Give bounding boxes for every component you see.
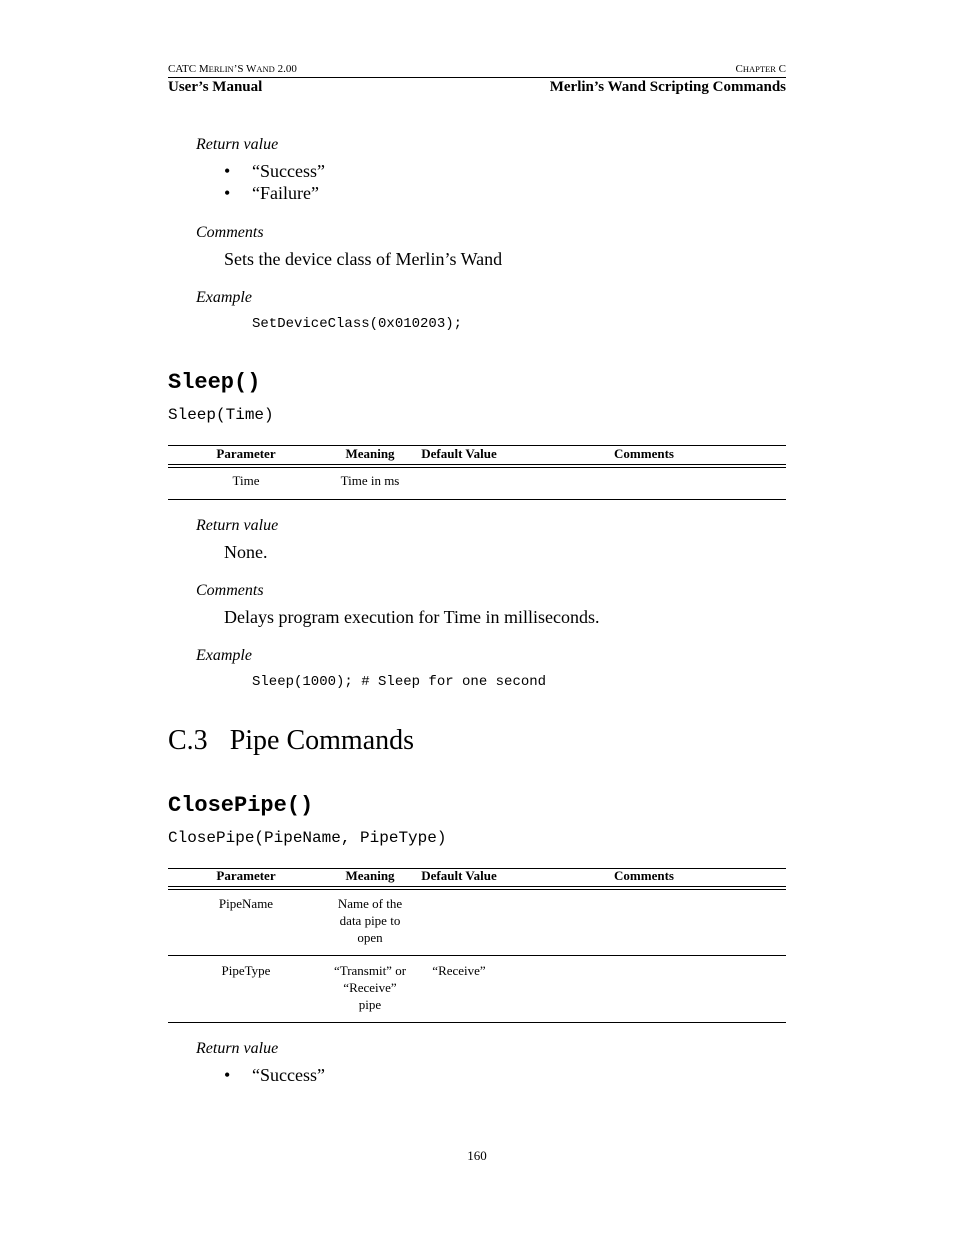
table-header-rule — [168, 467, 786, 468]
table-cell-meaning: Time in ms — [340, 473, 400, 488]
function-heading: Sleep() — [168, 370, 261, 395]
return-value-text: None. — [224, 542, 268, 562]
table-bottom-rule — [168, 1022, 786, 1023]
example-code: Sleep(1000); # Sleep for one second — [252, 674, 547, 690]
meaning-line: data pipe to — [339, 913, 401, 928]
table-header-default: Default Value — [421, 446, 497, 461]
example-label: Example — [196, 289, 252, 306]
return-value-label: Return value — [196, 1040, 279, 1057]
table-header-default: Default Value — [421, 868, 497, 883]
meaning-line: pipe — [358, 997, 382, 1012]
table-cell-parameter: PipeName — [218, 896, 274, 911]
list-item: • “Success” — [224, 161, 325, 181]
example-label: Example — [196, 647, 252, 664]
table-cell-meaning — [322, 962, 418, 1013]
table-header-comments: Comments — [614, 446, 674, 461]
table-header-rule — [168, 889, 786, 890]
comments-label: Comments — [196, 582, 264, 599]
header-rule — [168, 77, 786, 78]
list-item: • “Success” — [224, 1065, 325, 1085]
section-title: Pipe Commands — [229, 725, 415, 756]
meaning-line: open — [357, 930, 383, 945]
function-signature: ClosePipe(PipeName, PipeType) — [168, 829, 447, 847]
comments-text: Delays program execution for Time in milliseconds. — [224, 607, 600, 627]
header-chapter: CHAPTER C — [735, 63, 786, 75]
header-users-manual: User’s Manual — [168, 79, 263, 95]
table-cell-meaning — [322, 895, 418, 946]
meaning-line: “Receive” — [343, 980, 397, 995]
comments-text: Sets the device class of Merlin’s Wand — [224, 249, 503, 269]
header-manual-version: CATC MERLIN’S WAND 2.00 — [168, 63, 297, 75]
header-chapter-title: Merlin’s Wand Scripting Commands — [549, 79, 786, 95]
table-header-meaning: Meaning — [345, 446, 395, 461]
comments-label: Comments — [196, 224, 264, 241]
table-header-comments: Comments — [614, 868, 674, 883]
section-heading — [168, 725, 414, 757]
example-code: SetDeviceClass(0x010203); — [252, 316, 463, 332]
table-cell-default: “Receive” — [432, 963, 486, 978]
table-header-meaning: Meaning — [345, 868, 395, 883]
table-row-rule — [168, 955, 786, 956]
table-cell-parameter: PipeType — [221, 963, 271, 978]
table-header-parameter: Parameter — [216, 446, 276, 461]
list-item: • “Failure” — [224, 183, 319, 203]
table-header-rule — [168, 886, 786, 887]
meaning-line: Name of the — [337, 896, 403, 911]
meaning-line: “Transmit” or — [333, 963, 407, 978]
return-value-label: Return value — [196, 136, 279, 153]
page-number: 160 — [467, 1148, 487, 1163]
table-header-parameter: Parameter — [216, 868, 276, 883]
return-value-label: Return value — [196, 517, 279, 534]
function-heading: ClosePipe() — [168, 793, 314, 818]
section-number: C.3 — [168, 725, 208, 756]
table-header-rule — [168, 464, 786, 465]
function-signature: Sleep(Time) — [168, 406, 274, 424]
table-bottom-rule — [168, 499, 786, 500]
table-cell-parameter: Time — [232, 473, 260, 488]
